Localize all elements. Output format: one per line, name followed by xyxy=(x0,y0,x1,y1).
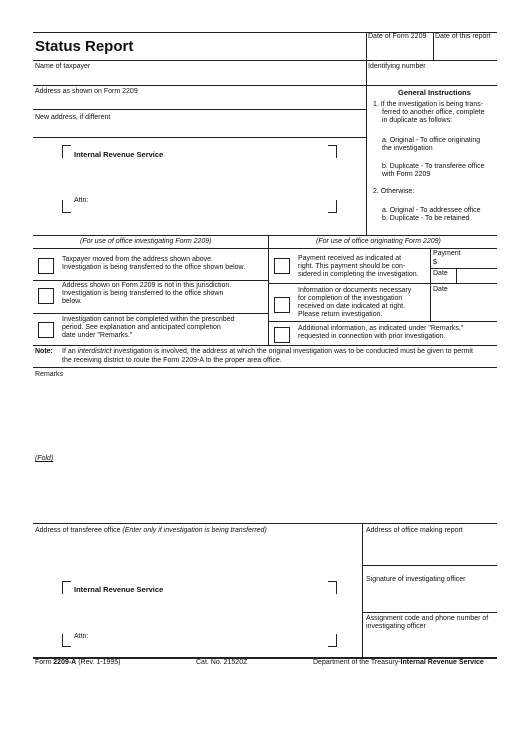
rule xyxy=(33,137,366,138)
assignment-field[interactable] xyxy=(366,633,494,655)
instruction-2: 2. Otherwise: xyxy=(373,188,415,195)
divider xyxy=(430,283,431,321)
date-label: Date xyxy=(433,286,448,293)
checkbox-taxpayer-moved[interactable] xyxy=(38,258,54,274)
department-agency: Internal Revenue Service xyxy=(400,659,484,666)
instruction-1-cont: ferred to another office, complete xyxy=(382,109,485,116)
remarks-label: Remarks xyxy=(35,371,64,378)
instruction-1a-cont: the investigation xyxy=(382,145,433,152)
signature-label: Signature of investigating officer xyxy=(366,576,466,583)
making-report-label: Address of office making report xyxy=(366,527,463,534)
checkbox-info-received[interactable] xyxy=(274,297,290,313)
checkbox-cannot-complete[interactable] xyxy=(38,322,54,338)
instruction-1b-cont: with Form 2209 xyxy=(382,171,431,178)
option-text: Payment received as indicated at xyxy=(298,255,402,262)
rule xyxy=(430,268,497,269)
date-label: Date xyxy=(433,270,448,277)
option-text: requested in connection with prior investigation. xyxy=(298,333,446,340)
payment-label: Payment xyxy=(433,250,461,257)
left-section-header: (For use of office investigating Form 2209) xyxy=(80,238,212,245)
note-text xyxy=(62,348,473,357)
taxpayer-name-field[interactable] xyxy=(35,72,363,84)
option-text: Investigation is being transferred to the office shown below. xyxy=(62,264,246,271)
corner-bracket-icon xyxy=(62,200,71,213)
assignment-label-cont: investigating officer xyxy=(366,623,426,630)
option-text: Investigation is being transferred to the office shown xyxy=(62,290,224,297)
form-number-id: 2209-A xyxy=(53,659,77,666)
top-rule xyxy=(33,32,497,33)
option-text: date under "Remarks." xyxy=(62,332,133,339)
divider xyxy=(366,60,367,85)
new-address-field[interactable] xyxy=(35,123,363,135)
instruction-1-cont: in duplicate as follows: xyxy=(382,117,453,124)
divider xyxy=(430,248,431,283)
option-text: Please return investigation. xyxy=(298,311,383,318)
divider xyxy=(366,85,367,235)
identifying-number-field[interactable] xyxy=(368,72,496,84)
irs-label: Internal Revenue Service xyxy=(74,585,164,594)
note-text-emphasis: interdistrict xyxy=(77,348,112,355)
date-of-form-field[interactable] xyxy=(368,42,432,58)
irs-label: Internal Revenue Service xyxy=(74,150,164,159)
option-text: Investigation cannot be completed within the prescribed xyxy=(62,316,235,323)
payment-amount-field[interactable] xyxy=(441,259,495,268)
checkbox-additional-info[interactable] xyxy=(274,327,290,343)
note-label: Note: xyxy=(35,348,53,355)
date-of-report-label: Date of this report xyxy=(435,33,491,40)
attn-label: Attn: xyxy=(74,197,89,204)
department xyxy=(313,659,484,668)
making-report-field[interactable] xyxy=(366,537,494,563)
rule xyxy=(33,313,268,314)
assignment-label: Assignment code and phone number of xyxy=(366,615,489,622)
instruction-1a: a. Original - To office originating xyxy=(382,137,481,144)
checkbox-not-in-jurisdiction[interactable] xyxy=(38,288,54,304)
form-number-prefix: Form xyxy=(35,659,54,666)
option-text: received on date indicated at right. xyxy=(298,303,406,310)
rule xyxy=(268,321,497,322)
payment-date-field[interactable] xyxy=(458,270,496,281)
corner-bracket-icon xyxy=(62,581,71,594)
note-text-end: investigation is involved, the address at which the original investigation was to be conducted must be given to permit xyxy=(111,348,473,355)
corner-bracket-icon xyxy=(328,581,337,594)
transferee-label-note: (Enter only if investigation is being transferred) xyxy=(122,527,267,534)
identifying-number-label: Identifying number xyxy=(368,63,426,70)
option-text: Information or documents necessary xyxy=(298,287,412,294)
form-number-revision: (Rev. 1-1995) xyxy=(76,659,121,666)
catalog-number: Cat. No. 21520Z xyxy=(196,659,248,666)
form-title: Status Report xyxy=(35,38,134,55)
rule xyxy=(362,612,497,613)
rule xyxy=(268,283,497,284)
rule xyxy=(33,367,497,368)
transferee-office-field[interactable] xyxy=(110,595,320,633)
divider xyxy=(268,235,269,345)
option-text: right. This payment should be con- xyxy=(298,263,406,270)
rule xyxy=(33,60,497,61)
rule xyxy=(33,248,497,249)
rule xyxy=(33,280,268,281)
instruction-1b: b. Duplicate - To transferee office xyxy=(382,163,485,170)
corner-bracket-icon xyxy=(62,634,71,647)
instruction-2b: b. Duplicate - To be retained xyxy=(382,215,470,222)
divider xyxy=(456,268,457,283)
instructions-title: General Instructions xyxy=(398,88,471,97)
divider xyxy=(433,32,434,60)
rule xyxy=(33,523,497,524)
note-text-line2: the receiving district to route the Form 2209-A to the proper area office. xyxy=(62,357,282,364)
address-on-form-label: Address as shown on Form 2209 xyxy=(35,88,138,95)
corner-bracket-icon xyxy=(328,634,337,647)
rule xyxy=(33,235,497,236)
department-text: Department of the Treasury- xyxy=(313,659,401,666)
rule xyxy=(33,109,366,110)
date-of-report-field[interactable] xyxy=(435,42,497,58)
divider xyxy=(362,523,363,657)
right-section-header: (For use of office originating Form 2209) xyxy=(316,238,441,245)
addressee-office-field[interactable] xyxy=(110,160,320,200)
option-text: below. xyxy=(62,298,82,305)
fold-label: (Fold) xyxy=(35,455,54,462)
rule xyxy=(362,565,497,566)
corner-bracket-icon xyxy=(328,200,337,213)
option-text: period. See explanation and anticipated completion xyxy=(62,324,221,331)
option-text: sidered in completing the investigation. xyxy=(298,271,419,278)
checkbox-payment-received[interactable] xyxy=(274,258,290,274)
divider xyxy=(366,32,367,60)
transferee-label-text: Address of transferee office xyxy=(35,527,123,534)
rule xyxy=(33,345,497,346)
rule xyxy=(33,85,497,86)
date-of-form-label: Date of Form 2209 xyxy=(368,33,427,40)
option-text: Additional information, as indicated under "Remarks," xyxy=(298,325,464,332)
attn-label: Attn: xyxy=(74,633,89,640)
instruction-1: 1. If the investigation is being trans- xyxy=(373,101,484,108)
note-text-start: If an xyxy=(62,348,78,355)
transferee-label xyxy=(35,527,267,536)
signature-field[interactable] xyxy=(366,586,494,610)
name-of-taxpayer-label: Name of taxpayer xyxy=(35,63,91,70)
form-number xyxy=(35,659,120,668)
corner-bracket-icon xyxy=(62,145,71,158)
instruction-2a: a. Original - To addressee office xyxy=(382,207,481,214)
info-date-field[interactable] xyxy=(433,296,495,318)
option-text: Taxpayer moved from the address shown above. xyxy=(62,256,213,263)
option-text: Address shown on Form 2209 is not in this jurisdiction. xyxy=(62,282,232,289)
dollar-sign: $ xyxy=(433,259,437,266)
address-field[interactable] xyxy=(35,97,363,107)
corner-bracket-icon xyxy=(328,145,337,158)
new-address-label: New address, if different xyxy=(35,114,111,121)
remarks-field[interactable] xyxy=(35,381,495,516)
option-text: for completion of the investigation xyxy=(298,295,403,302)
